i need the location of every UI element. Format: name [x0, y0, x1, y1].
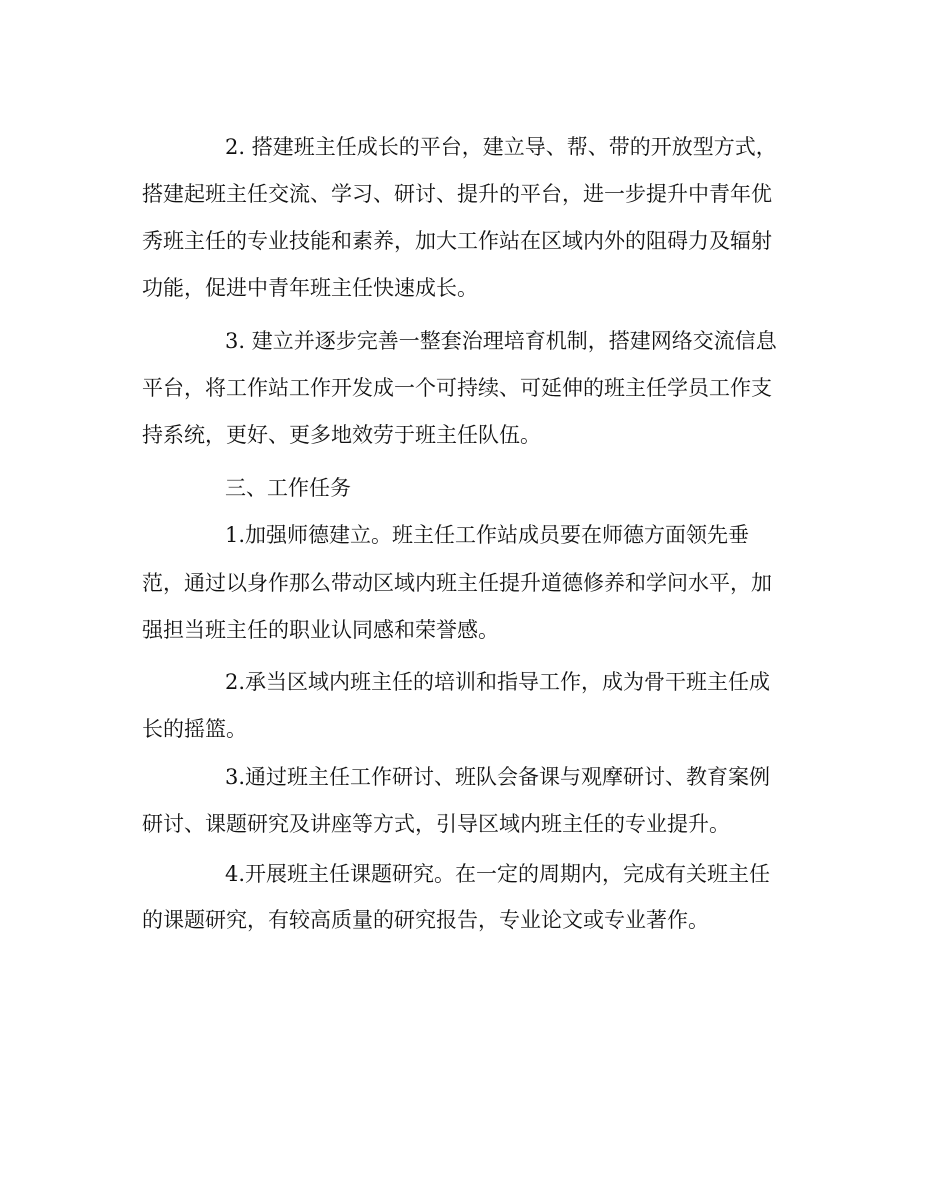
text-line: 秀班主任的专业技能和素养，加大工作站在区域内外的阻碍力及辐射 [142, 229, 772, 253]
text-line: 1.加强师德建立。班主任工作站成员要在师德方面领先垂 [225, 523, 750, 547]
text-line: 搭建起班主任交流、学习、研讨、提升的平台，进一步提升中青年优 [142, 182, 772, 206]
text-line: 3.通过班主任工作研讨、班队会备课与观摩研讨、教育案例 [225, 765, 771, 789]
text-line: 范，通过以身作那么带动区域内班主任提升道德修养和学问水平，加 [142, 571, 772, 595]
text-line: 功能，促进中青年班主任快速成长。 [142, 276, 478, 300]
text-line: 研讨、课题研究及讲座等方式，引导区域内班主任的专业提升。 [142, 812, 730, 836]
text-line: 强担当班主任的职业认同感和荣誉感。 [142, 618, 499, 642]
text-line: 长的摇篮。 [142, 717, 247, 741]
text-line: 平台，将工作站工作开发成一个可持续、可延伸的班主任学员工作支 [142, 376, 772, 400]
text-line: 持系统，更好、更多地效劳于班主任队伍。 [142, 423, 541, 447]
text-line: 2. 搭建班主任成长的平台，建立导、帮、带的开放型方式， [225, 135, 777, 159]
text-line: 的课题研究，有较高质量的研究报告，专业论文或专业著作。 [142, 908, 709, 932]
text-line: 2.承当区域内班主任的培训和指导工作，成为骨干班主任成 [225, 670, 771, 694]
section-heading-tasks: 三、工作任务 [225, 476, 351, 500]
text-line: 3. 建立并逐步完善一整套治理培育机制，搭建网络交流信息 [225, 329, 777, 353]
text-line: 4.开展班主任课题研究。在一定的周期内，完成有关班主任 [225, 862, 771, 886]
